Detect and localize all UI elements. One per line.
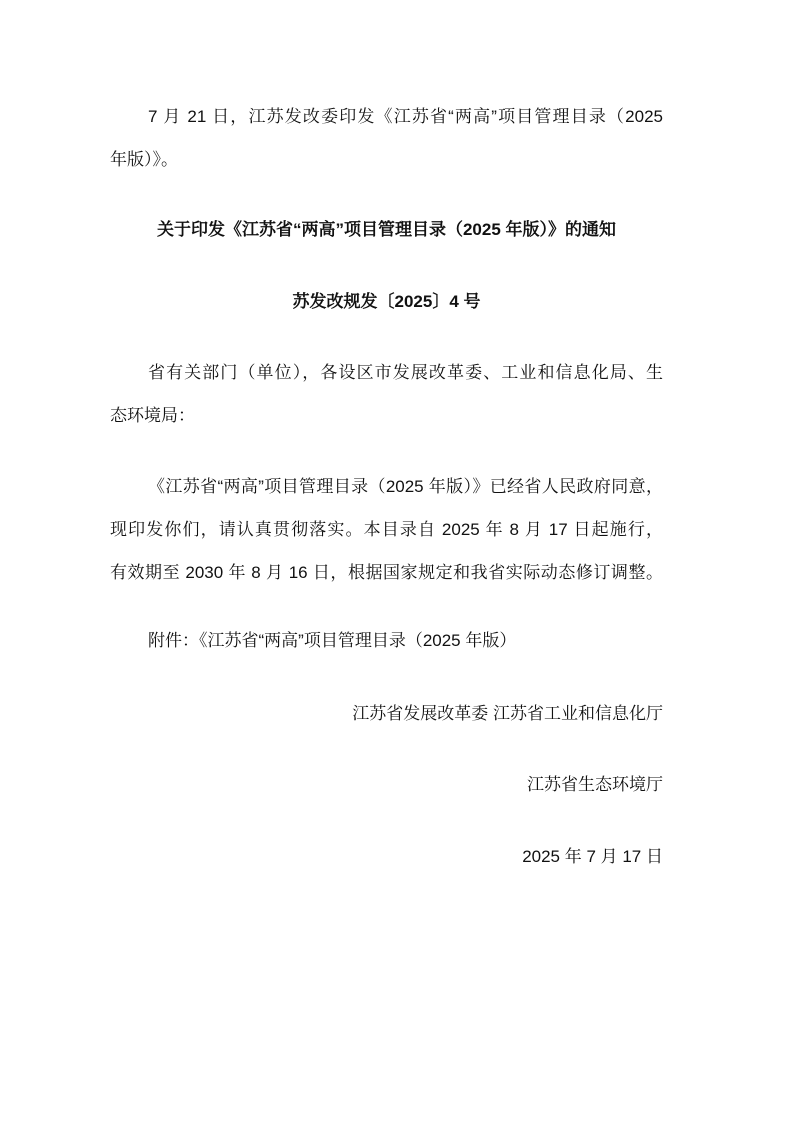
intro-line-1: 7 月 21 日，江苏发改委印发《江苏省“两高”项目管理目录（2025 [148, 107, 663, 126]
notice-title: 关于印发《江苏省“两高”项目管理目录（2025 年版）》的通知 [156, 220, 617, 239]
body-line-1: 《江苏省“两高”项目管理目录（2025 年版）》已经省人民政府同意， [148, 477, 663, 496]
issuer-line-1: 江苏省发展改革委 江苏省工业和信息化厅 [352, 704, 663, 723]
issue-date: 2025 年 7 月 17 日 [522, 847, 663, 866]
attachment-line: 附件：《江苏省“两高”项目管理目录（2025 年版） [148, 631, 517, 650]
document-number: 苏发改规发〔2025〕4 号 [292, 292, 481, 311]
intro-line-2: 年版）》。 [110, 150, 178, 169]
addressee-line-1: 省有关部门（单位），各设区市发展改革委、工业和信息化局、生 [148, 363, 663, 382]
body-line-2: 现印发你们，请认真贯彻落实。本目录自 2025 年 8 月 17 日起施行， [110, 520, 663, 539]
addressee-line-2: 态环境局： [110, 406, 195, 425]
issuer-line-2: 江苏省生态环境厅 [527, 775, 663, 794]
body-line-3: 有效期至 2030 年 8 月 16 日，根据国家规定和我省实际动态修订调整。 [110, 563, 663, 582]
